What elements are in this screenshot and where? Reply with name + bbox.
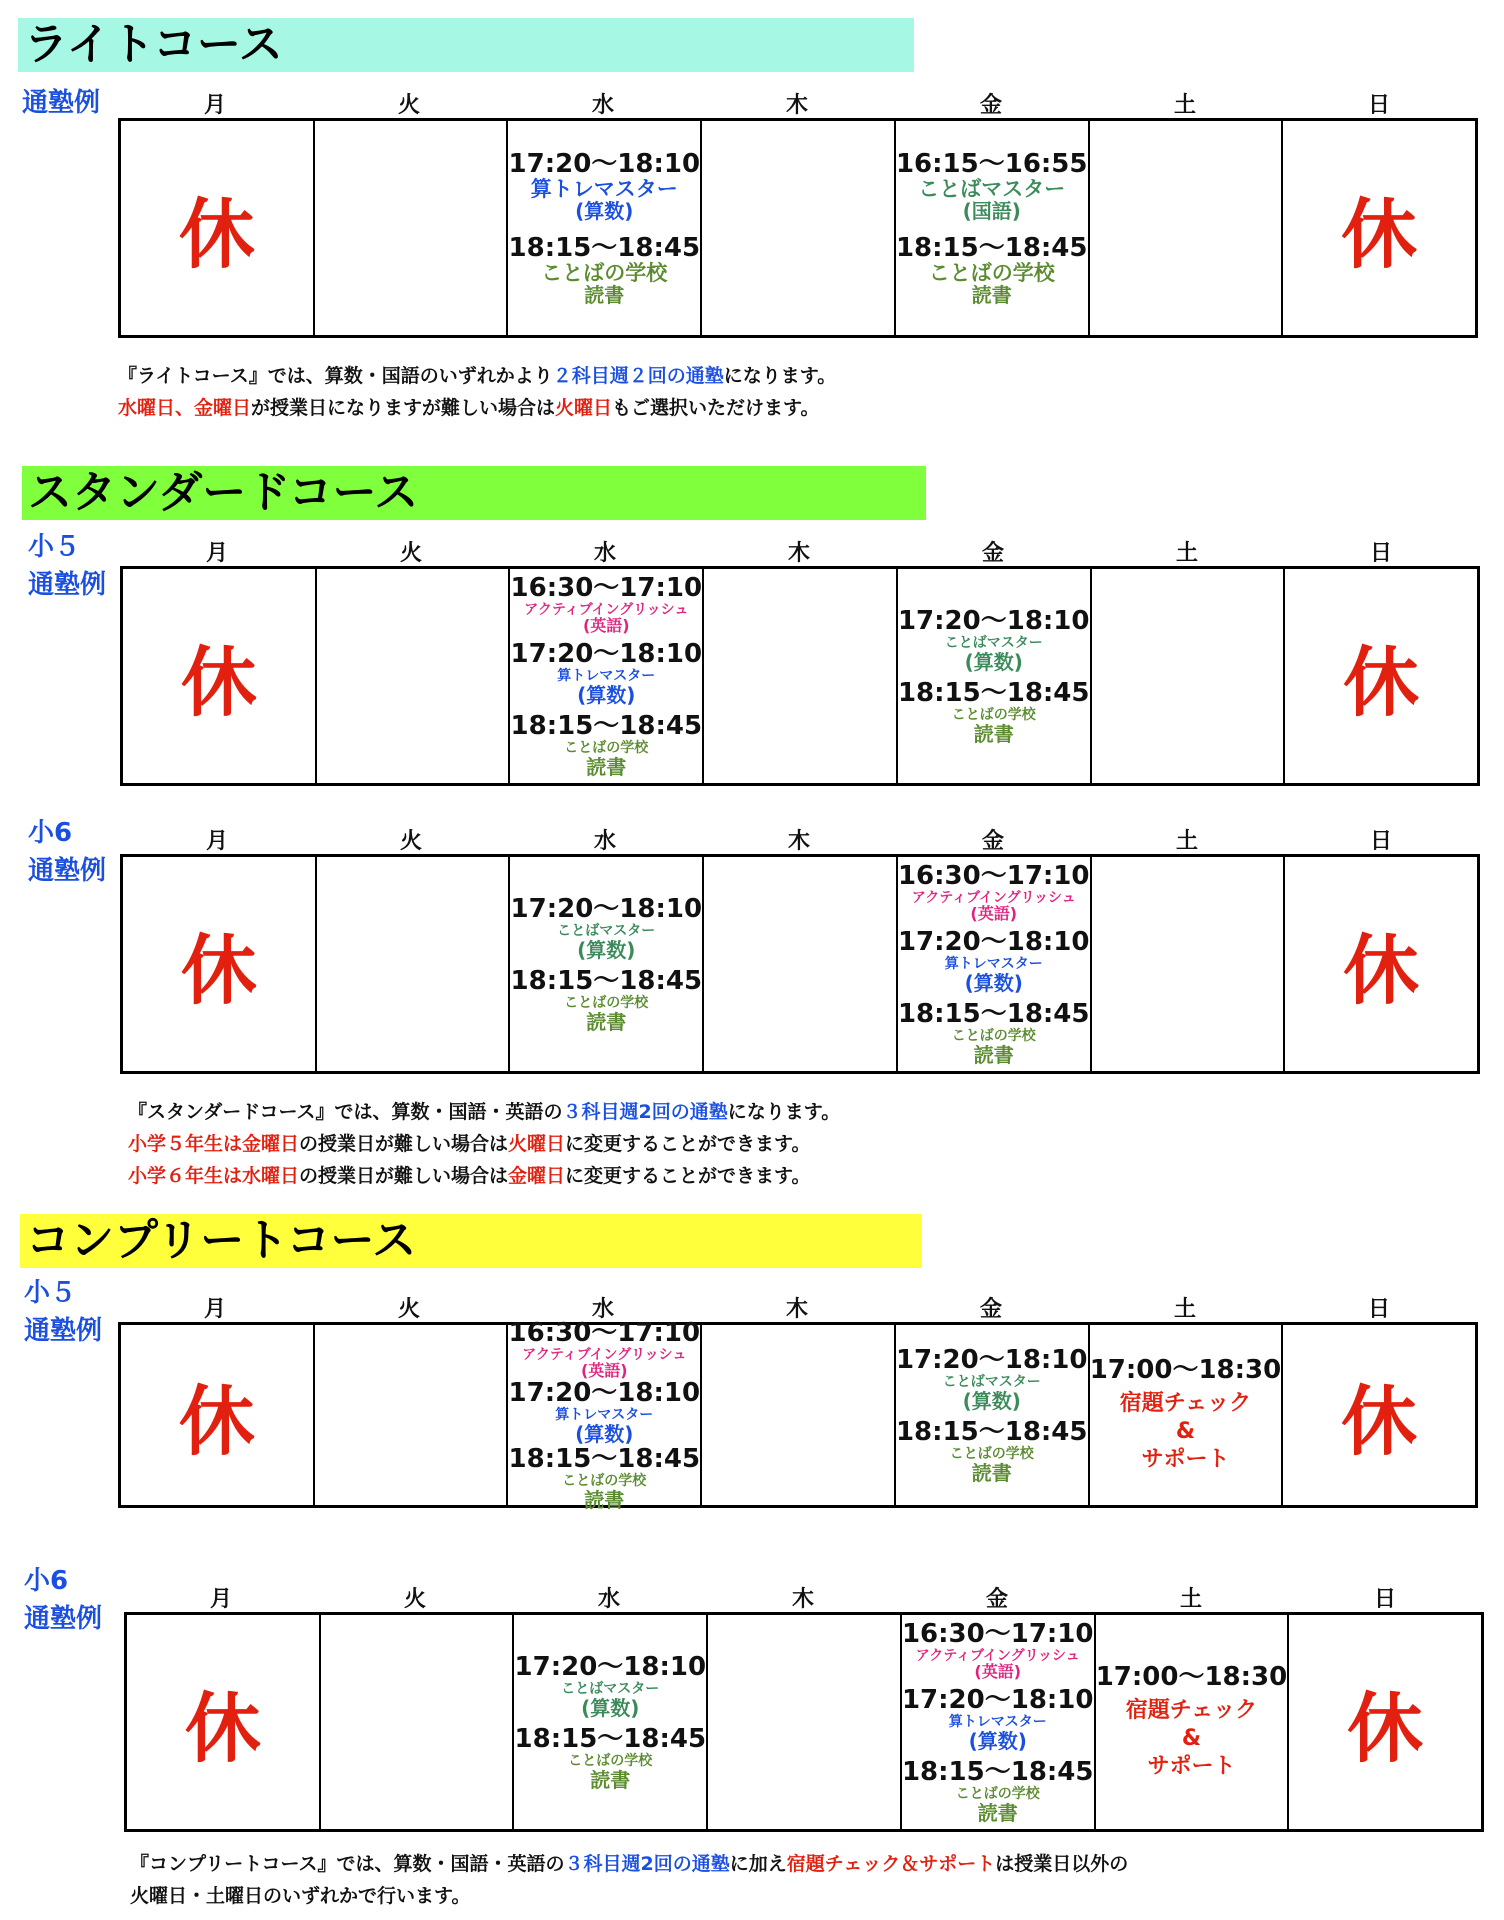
time: 16:15〜16:55 bbox=[895, 149, 1088, 179]
time: 18:15〜18:45 bbox=[508, 233, 701, 263]
standard-g5-day-headers: 月 火 水 木 金 土 日 bbox=[205, 541, 1392, 566]
standard-note-1: 『スタンダードコース』では、算数・国語・英語の３科目週2回の通塾になります。 bbox=[128, 1101, 841, 1123]
rest-mark: 休 bbox=[1343, 925, 1420, 1015]
light-note-1: 『ライトコース』では、算数・国語のいずれかより２科目週２回の通塾になります。 bbox=[118, 365, 837, 387]
subject-sub: 読書 bbox=[971, 283, 1012, 307]
light-course-title: ライトコース bbox=[18, 18, 914, 72]
standard-g6-label: 小6 通塾例 bbox=[28, 818, 107, 886]
rest-mark: 休 bbox=[1343, 637, 1420, 727]
time: 18:15〜18:45 bbox=[895, 233, 1088, 263]
rest-mark: 休 bbox=[1341, 189, 1418, 279]
day-wed: 水 bbox=[591, 93, 614, 118]
complete-g6-day-headers: 月 火 水 木 金 土 日 bbox=[209, 1587, 1396, 1612]
subject-sub: 読書 bbox=[584, 283, 625, 307]
complete-g6-label: 小6 通塾例 bbox=[24, 1566, 103, 1634]
standard-g5-schedule-grid: 休 16:30〜17:10 アクティブイングリッシュ (英語) 17:20〜18:10 算トレマスター (算数) 18:15〜18:45 ことばの学校 読書 17:20〜18:10 ことばマスター (算数) 18:15〜18:45 ことばの学校 読書 休 bbox=[120, 566, 1480, 786]
day-tue: 火 bbox=[397, 93, 420, 118]
rest-mark: 休 bbox=[184, 1683, 261, 1773]
light-note-2: 水曜日、金曜日が授業日になりますが難しい場合は火曜日もご選択いただけます。 bbox=[118, 397, 820, 419]
rest-mark: 休 bbox=[1341, 1376, 1418, 1466]
light-row-label: 通塾例 bbox=[22, 88, 101, 118]
standard-note-2: 小学５年生は金曜日の授業日が難しい場合は火曜日に変更することができます。 bbox=[128, 1133, 811, 1155]
light-schedule-grid bbox=[118, 118, 1478, 338]
subject: ことばの学校 bbox=[928, 261, 1055, 285]
complete-note-1: 『コンプリートコース』では、算数・国語・英語の３科目週2回の通塾に加え宿題チェック＆サポートは授業日以外の bbox=[130, 1853, 1129, 1875]
day-mon: 月 bbox=[203, 93, 226, 118]
subject: ことばマスター bbox=[918, 177, 1066, 201]
standard-course-title: スタンダードコース bbox=[22, 466, 926, 520]
rest-mark: 休 bbox=[178, 189, 255, 279]
standard-g6-day-headers: 月 火 水 木 金 土 日 bbox=[205, 829, 1392, 854]
complete-g6-schedule-grid: 休 17:20〜18:10 ことばマスター (算数) 18:15〜18:45 ことばの学校 読書 16:30〜17:10 アクティブイングリッシュ (英語) 17:20〜18:10 算トレマスター (算数) 18:15〜18:45 ことばの学校 読書 17:00〜18:30 宿題チェック & サポート 休 bbox=[124, 1612, 1484, 1832]
light-wed-cell bbox=[508, 121, 702, 335]
rest-mark: 休 bbox=[180, 637, 257, 727]
day-fri: 金 bbox=[979, 93, 1002, 118]
subject: 算トレマスター bbox=[530, 177, 678, 201]
light-day-headers bbox=[118, 88, 1478, 118]
day-sat: 土 bbox=[1173, 93, 1196, 118]
subject-sub: (算数) bbox=[575, 199, 634, 223]
subject-sub: (国語) bbox=[962, 199, 1021, 223]
standard-g5-label: 小５ 通塾例 bbox=[28, 532, 107, 600]
time: 17:20〜18:10 bbox=[508, 149, 701, 179]
complete-g5-day-headers: 月 火 水 木 金 土 日 bbox=[203, 1297, 1390, 1322]
light-thu-cell bbox=[702, 121, 896, 335]
complete-note-2: 火曜日・土曜日のいずれかで行います。 bbox=[130, 1885, 471, 1907]
light-fri-cell bbox=[896, 121, 1090, 335]
day-thu: 木 bbox=[785, 93, 808, 118]
rest-mark: 休 bbox=[1347, 1683, 1424, 1773]
subject: ことばの学校 bbox=[541, 261, 668, 285]
light-mon-cell bbox=[121, 121, 315, 335]
light-sat-cell bbox=[1090, 121, 1284, 335]
standard-g6-schedule-grid: 休 17:20〜18:10 ことばマスター (算数) 18:15〜18:45 ことばの学校 読書 16:30〜17:10 アクティブイングリッシュ (英語) 17:20〜18:10 算トレマスター (算数) 18:15〜18:45 ことばの学校 読書 休 bbox=[120, 854, 1480, 1074]
complete-g5-label: 小５ 通塾例 bbox=[24, 1278, 103, 1346]
rest-mark: 休 bbox=[178, 1376, 255, 1466]
day-sun: 日 bbox=[1367, 93, 1390, 118]
complete-course-title: コンプリートコース bbox=[20, 1214, 922, 1268]
light-sun-cell bbox=[1283, 121, 1475, 335]
light-tue-cell bbox=[315, 121, 509, 335]
standard-note-3: 小学６年生は水曜日の授業日が難しい場合は金曜日に変更することができます。 bbox=[128, 1165, 811, 1187]
rest-mark: 休 bbox=[180, 925, 257, 1015]
complete-g5-schedule-grid: 休 16:30〜17:10 アクティブイングリッシュ (英語) 17:20〜18:10 算トレマスター (算数) 18:15〜18:45 ことばの学校 読書 17:20〜18:10 ことばマスター (算数) 18:15〜18:45 ことばの学校 読書 17:00〜18:30 宿題チェック & サポート 休 bbox=[118, 1322, 1478, 1508]
